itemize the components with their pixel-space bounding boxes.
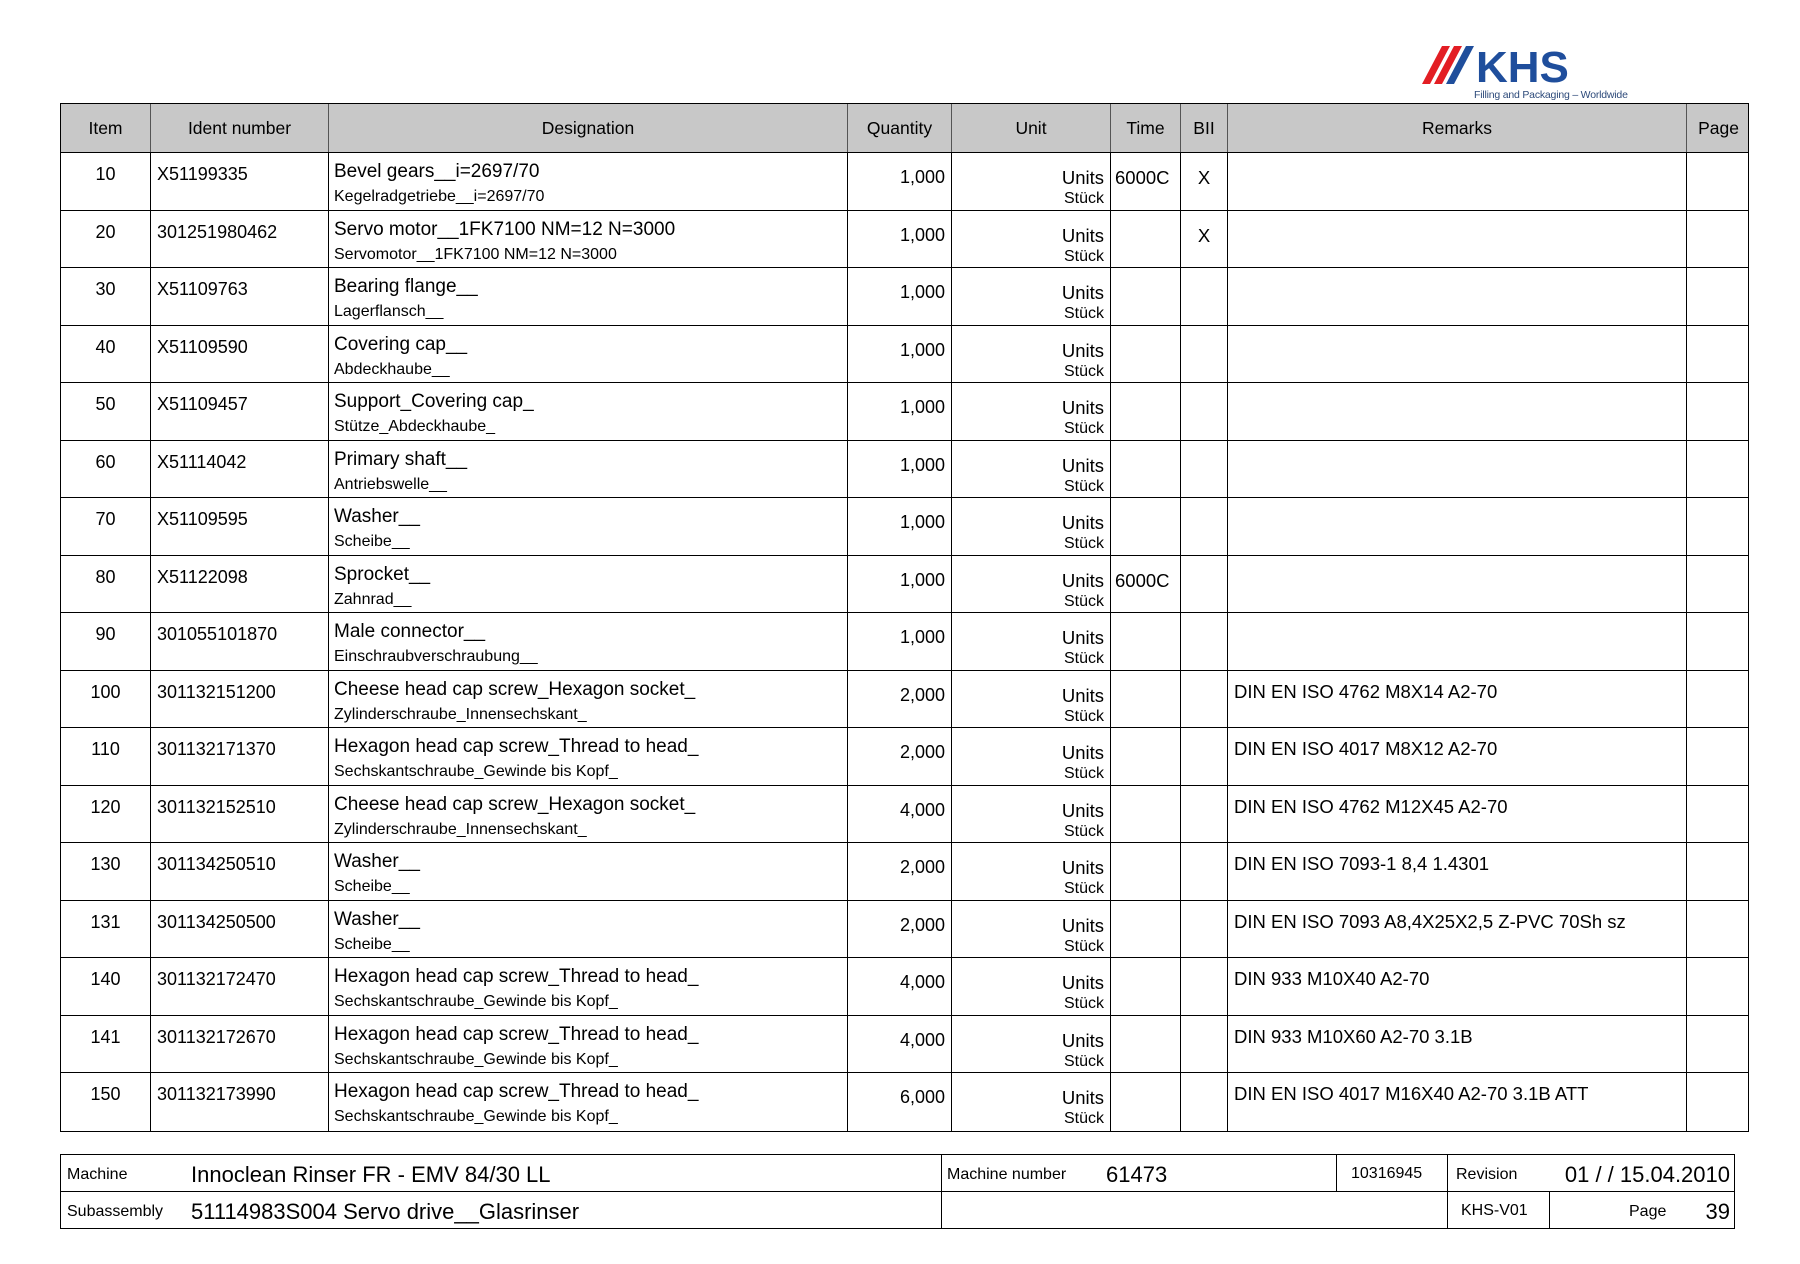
remarks-cell: [1228, 326, 1687, 383]
unit-de: Stück: [1063, 880, 1104, 897]
khs-logo-icon: [1420, 40, 1625, 90]
unit-en: Units: [1061, 512, 1104, 533]
item-cell: 100: [61, 671, 151, 728]
designation-cell: [329, 326, 848, 383]
time-cell: [1111, 498, 1181, 555]
table-row: [61, 786, 1748, 844]
ident-number-cell: X51114042: [151, 441, 329, 498]
time-cell: [1111, 1016, 1181, 1073]
designation-cell: [329, 556, 848, 613]
logo-tagline: Filling and Packaging – Worldwide: [1474, 89, 1628, 101]
subassembly-name: 51114983S004 Servo drive__Glasrinser: [191, 1199, 580, 1224]
page-cell: [1687, 1016, 1750, 1073]
ident-number-cell: X51109457: [151, 383, 329, 440]
designation-cell: [329, 843, 848, 900]
title-block-row-subassembly: [61, 1192, 1734, 1228]
designation-de: Zylinderschraube_Innensechskant_: [334, 705, 587, 723]
bii-cell: [1181, 441, 1228, 498]
remarks-cell: DIN EN ISO 7093-1 8,4 1.4301: [1228, 843, 1687, 900]
quantity-cell: 4,000: [848, 958, 952, 1015]
quantity-cell: 1,000: [848, 211, 952, 268]
column-header: Ident number: [151, 104, 329, 152]
item-cell: 120: [61, 786, 151, 843]
remarks-cell: DIN EN ISO 4762 M8X14 A2-70: [1228, 671, 1687, 728]
unit-de: Stück: [1063, 190, 1104, 207]
item-cell: 20: [61, 211, 151, 268]
page-cell: [1687, 671, 1750, 728]
designation-en: Covering cap__: [334, 333, 468, 355]
table-row: [61, 383, 1748, 441]
unit-cell: [952, 268, 1111, 325]
page-cell: [1687, 441, 1750, 498]
unit-en: Units: [1061, 799, 1104, 821]
table-body: [61, 153, 1748, 1131]
quantity-cell: 1,000: [848, 326, 952, 383]
unit-cell: [952, 1073, 1111, 1131]
unit-de: Stück: [1063, 362, 1104, 380]
ident-number-cell: X51109763: [151, 268, 329, 325]
unit-cell: [952, 383, 1111, 440]
ident-number-cell: 301055101870: [151, 613, 329, 670]
time-cell: [1111, 383, 1181, 440]
time-cell: [1111, 901, 1181, 958]
designation-cell: [329, 613, 848, 670]
ident-number-cell: 301132172470: [151, 958, 329, 1015]
table-row: [61, 1073, 1748, 1131]
table-row: [61, 843, 1748, 901]
quantity-cell: 1,000: [848, 498, 952, 555]
table-row: [61, 958, 1748, 1016]
ident-number-cell: 301132172670: [151, 1016, 329, 1073]
unit-cell: [952, 786, 1111, 843]
unit-en: Units: [1061, 1087, 1104, 1108]
unit-cell: [952, 326, 1111, 383]
ident-number-cell: 301251980462: [151, 211, 329, 268]
unit-cell: [952, 153, 1111, 210]
unit-en: Units: [1061, 282, 1104, 303]
quantity-cell: 1,000: [848, 613, 952, 670]
quantity-cell: 2,000: [848, 671, 952, 728]
unit-cell: [952, 441, 1111, 498]
time-cell: [1111, 268, 1181, 325]
machine-number: 61473: [1106, 1162, 1168, 1187]
page-cell: [1687, 211, 1750, 268]
page-label: Page: [1629, 1203, 1667, 1220]
template-version: KHS-V01: [1461, 1202, 1528, 1219]
designation-en: Washer__: [334, 506, 420, 527]
time-cell: [1111, 786, 1181, 843]
page-cell: [1687, 268, 1750, 325]
designation-en: Washer__: [334, 908, 420, 930]
ident-number-cell: 301132152510: [151, 786, 329, 843]
bii-cell: X: [1181, 153, 1228, 210]
time-cell: [1111, 1073, 1181, 1131]
table-row: [61, 211, 1748, 269]
remarks-cell: [1228, 498, 1687, 555]
unit-de: Stück: [1063, 1052, 1104, 1070]
item-cell: 110: [61, 728, 151, 785]
page-cell: [1687, 383, 1750, 440]
unit-en: Units: [1061, 397, 1104, 418]
ident-number-cell: X51109590: [151, 326, 329, 383]
remarks-cell: [1228, 613, 1687, 670]
page-cell: [1687, 728, 1750, 785]
item-cell: 80: [61, 556, 151, 613]
designation-cell: [329, 498, 848, 555]
page-cell: [1687, 613, 1750, 670]
column-header: BII: [1181, 104, 1228, 152]
time-cell: [1111, 441, 1181, 498]
unit-cell: [952, 613, 1111, 670]
designation-en: Sprocket__: [334, 563, 431, 585]
designation-de: Scheibe__: [334, 533, 410, 550]
remarks-cell: DIN 933 M10X40 A2-70: [1228, 958, 1687, 1015]
designation-en: Hexagon head cap screw_Thread to head_: [334, 736, 699, 757]
designation-cell: [329, 1073, 848, 1131]
item-cell: 70: [61, 498, 151, 555]
designation-en: Bearing flange__: [334, 276, 478, 297]
table-row: [61, 1016, 1748, 1074]
unit-de: Stück: [1063, 592, 1104, 610]
page-cell: [1687, 843, 1750, 900]
column-header: Page: [1698, 117, 1739, 138]
bii-cell: [1181, 1073, 1228, 1131]
machine-name: Innoclean Rinser FR - EMV 84/30 LL: [191, 1162, 551, 1187]
unit-en: Units: [1061, 857, 1104, 878]
document-number: 10316945: [1351, 1165, 1423, 1182]
remarks-cell: DIN EN ISO 7093 A8,4X25X2,5 Z-PVC 70Sh sz: [1228, 901, 1687, 958]
designation-cell: [329, 901, 848, 958]
bii-cell: [1181, 498, 1228, 555]
item-cell: 50: [61, 383, 151, 440]
item-cell: 131: [61, 901, 151, 958]
designation-en: Primary shaft__: [334, 448, 468, 470]
designation-de: Zahnrad__: [334, 590, 412, 608]
designation-en: Servo motor__1FK7100 NM=12 N=3000: [334, 218, 676, 240]
designation-cell: [329, 441, 848, 498]
ident-number-cell: 301134250500: [151, 901, 329, 958]
unit-de: Stück: [1063, 305, 1104, 322]
unit-cell: [952, 843, 1111, 900]
unit-cell: [952, 211, 1111, 268]
item-cell: 150: [61, 1073, 151, 1131]
designation-de: Scheibe__: [334, 935, 410, 953]
quantity-cell: 2,000: [848, 728, 952, 785]
designation-en: Support_Covering cap_: [334, 391, 534, 412]
bii-cell: [1181, 613, 1228, 670]
quantity-cell: 1,000: [848, 268, 952, 325]
bii-cell: [1181, 958, 1228, 1015]
quantity-cell: 2,000: [848, 843, 952, 900]
designation-de: Kegelradgetriebe__i=2697/70: [334, 188, 545, 205]
page-cell: [1687, 1073, 1750, 1131]
designation-cell: [329, 671, 848, 728]
remarks-cell: [1228, 441, 1687, 498]
bii-cell: [1181, 1016, 1228, 1073]
designation-en: Washer__: [334, 851, 420, 872]
unit-cell: [952, 498, 1111, 555]
ident-number-cell: 301132151200: [151, 671, 329, 728]
page-cell: [1687, 958, 1750, 1015]
bii-cell: [1181, 326, 1228, 383]
table-row: [61, 901, 1748, 959]
page-cell: [1687, 901, 1750, 958]
designation-en: Cheese head cap screw_Hexagon socket_: [334, 793, 696, 815]
column-header: Unit: [952, 104, 1111, 152]
time-cell: [1111, 613, 1181, 670]
remarks-cell: [1228, 153, 1687, 210]
designation-en: Hexagon head cap screw_Thread to head_: [334, 1081, 699, 1102]
bii-cell: [1181, 383, 1228, 440]
bii-cell: [1181, 268, 1228, 325]
designation-de: Sechskantschraube_Gewinde bis Kopf_: [334, 763, 618, 780]
column-header: Item: [61, 104, 151, 152]
unit-cell: [952, 1016, 1111, 1073]
unit-de: Stück: [1063, 247, 1104, 265]
designation-de: Servomotor__1FK7100 NM=12 N=3000: [334, 245, 617, 263]
table-row: [61, 556, 1748, 614]
designation-cell: [329, 786, 848, 843]
unit-cell: [952, 556, 1111, 613]
quantity-cell: 4,000: [848, 1016, 952, 1073]
designation-de: Stütze_Abdeckhaube_: [334, 418, 496, 435]
time-cell: [1111, 211, 1181, 268]
table-header-row: [61, 104, 1748, 153]
bii-cell: [1181, 901, 1228, 958]
table-row: [61, 728, 1748, 786]
title-block: [60, 1154, 1735, 1229]
unit-de: Stück: [1063, 822, 1104, 840]
time-cell: [1111, 843, 1181, 900]
remarks-cell: DIN 933 M10X60 A2-70 3.1B: [1228, 1016, 1687, 1073]
designation-en: Hexagon head cap screw_Thread to head_: [334, 966, 699, 987]
table-row: [61, 153, 1748, 211]
time-cell: 6000C: [1111, 556, 1181, 613]
remarks-cell: [1228, 268, 1687, 325]
designation-de: Sechskantschraube_Gewinde bis Kopf_: [334, 1108, 618, 1125]
unit-en: Units: [1061, 972, 1104, 993]
unit-cell: [952, 671, 1111, 728]
ident-number-cell: X51109595: [151, 498, 329, 555]
unit-en: Units: [1061, 684, 1104, 706]
quantity-cell: 4,000: [848, 786, 952, 843]
parts-list-table: [60, 103, 1749, 1132]
page-cell: [1687, 153, 1750, 210]
khs-logo: [1420, 40, 1628, 106]
unit-de: Stück: [1063, 1110, 1104, 1127]
unit-de: Stück: [1063, 477, 1104, 495]
unit-en: Units: [1061, 224, 1104, 246]
unit-en: Units: [1061, 914, 1104, 936]
designation-de: Zylinderschraube_Innensechskant_: [334, 820, 587, 838]
column-header: Time: [1111, 104, 1181, 152]
item-cell: 130: [61, 843, 151, 900]
designation-de: Einschraubverschraubung__: [334, 648, 538, 665]
title-block-row-machine: [61, 1155, 1734, 1192]
table-row: [61, 268, 1748, 326]
time-cell: 6000C: [1111, 153, 1181, 210]
item-cell: 140: [61, 958, 151, 1015]
unit-en: Units: [1061, 1029, 1104, 1051]
designation-de: Abdeckhaube__: [334, 360, 450, 378]
quantity-cell: 2,000: [848, 901, 952, 958]
unit-cell: [952, 728, 1111, 785]
item-cell: 90: [61, 613, 151, 670]
table-row: [61, 441, 1748, 499]
quantity-cell: 1,000: [848, 383, 952, 440]
ident-number-cell: 301132173990: [151, 1073, 329, 1131]
unit-de: Stück: [1063, 765, 1104, 782]
column-header: Designation: [329, 104, 848, 152]
item-cell: 60: [61, 441, 151, 498]
bii-cell: [1181, 786, 1228, 843]
unit-en: Units: [1061, 339, 1104, 361]
ident-number-cell: X51199335: [151, 153, 329, 210]
designation-de: Antriebswelle__: [334, 475, 447, 493]
time-cell: [1111, 671, 1181, 728]
unit-de: Stück: [1063, 650, 1104, 667]
ident-number-cell: 301134250510: [151, 843, 329, 900]
bii-cell: [1181, 556, 1228, 613]
revision-value: 01 / / 15.04.2010: [1564, 1162, 1730, 1187]
remarks-cell: [1228, 556, 1687, 613]
unit-en: Units: [1061, 569, 1104, 591]
machine-number-label: Machine number: [947, 1166, 1067, 1183]
revision-label: Revision: [1456, 1166, 1518, 1183]
table-row: [61, 326, 1748, 384]
unit-en: Units: [1061, 167, 1104, 188]
designation-en: Male connector__: [334, 621, 486, 642]
page-cell: [1687, 498, 1750, 555]
bii-cell: [1181, 728, 1228, 785]
bii-cell: [1181, 843, 1228, 900]
unit-de: Stück: [1063, 995, 1104, 1012]
svg-text:KHS: KHS: [1476, 43, 1569, 90]
page-cell: [1687, 786, 1750, 843]
designation-en: Hexagon head cap screw_Thread to head_: [334, 1023, 699, 1045]
time-cell: [1111, 958, 1181, 1015]
designation-cell: [329, 958, 848, 1015]
unit-en: Units: [1061, 742, 1104, 763]
quantity-cell: 6,000: [848, 1073, 952, 1131]
quantity-cell: 1,000: [848, 556, 952, 613]
unit-en: Units: [1061, 454, 1104, 476]
designation-cell: [329, 153, 848, 210]
unit-de: Stück: [1063, 535, 1104, 552]
ident-number-cell: 301132171370: [151, 728, 329, 785]
item-cell: 40: [61, 326, 151, 383]
column-header: Quantity: [848, 104, 952, 152]
designation-de: Lagerflansch__: [334, 303, 444, 320]
designation-de: Sechskantschraube_Gewinde bis Kopf_: [334, 1050, 618, 1068]
unit-en: Units: [1061, 627, 1104, 648]
time-cell: [1111, 728, 1181, 785]
page-cell: [1687, 556, 1750, 613]
remarks-cell: DIN EN ISO 4762 M12X45 A2-70: [1228, 786, 1687, 843]
unit-de: Stück: [1063, 937, 1104, 955]
subassembly-label: Subassembly: [67, 1203, 164, 1220]
unit-cell: [952, 958, 1111, 1015]
quantity-cell: 1,000: [848, 441, 952, 498]
designation-de: Sechskantschraube_Gewinde bis Kopf_: [334, 993, 618, 1010]
designation-cell: [329, 728, 848, 785]
remarks-cell: DIN EN ISO 4017 M8X12 A2-70: [1228, 728, 1687, 785]
unit-de: Stück: [1063, 707, 1104, 725]
unit-cell: [952, 901, 1111, 958]
designation-cell: [329, 211, 848, 268]
remarks-cell: [1228, 211, 1687, 268]
table-row: [61, 498, 1748, 556]
designation-de: Scheibe__: [334, 878, 410, 895]
table-row: [61, 671, 1748, 729]
remarks-cell: [1228, 383, 1687, 440]
time-cell: [1111, 326, 1181, 383]
item-cell: 10: [61, 153, 151, 210]
designation-cell: [329, 1016, 848, 1073]
ident-number-cell: X51122098: [151, 556, 329, 613]
quantity-cell: 1,000: [848, 153, 952, 210]
item-cell: 141: [61, 1016, 151, 1073]
remarks-cell: DIN EN ISO 4017 M16X40 A2-70 3.1B ATT: [1228, 1073, 1687, 1131]
designation-en: Bevel gears__i=2697/70: [334, 161, 540, 182]
page-cell: [1687, 326, 1750, 383]
unit-de: Stück: [1063, 420, 1104, 437]
designation-cell: [329, 268, 848, 325]
designation-cell: [329, 383, 848, 440]
table-row: [61, 613, 1748, 671]
designation-en: Cheese head cap screw_Hexagon socket_: [334, 678, 696, 700]
page-number: 39: [1705, 1199, 1730, 1224]
bii-cell: [1181, 671, 1228, 728]
bii-cell: X: [1181, 211, 1228, 268]
item-cell: 30: [61, 268, 151, 325]
machine-label: Machine: [67, 1166, 128, 1183]
column-header: Remarks: [1228, 104, 1687, 152]
